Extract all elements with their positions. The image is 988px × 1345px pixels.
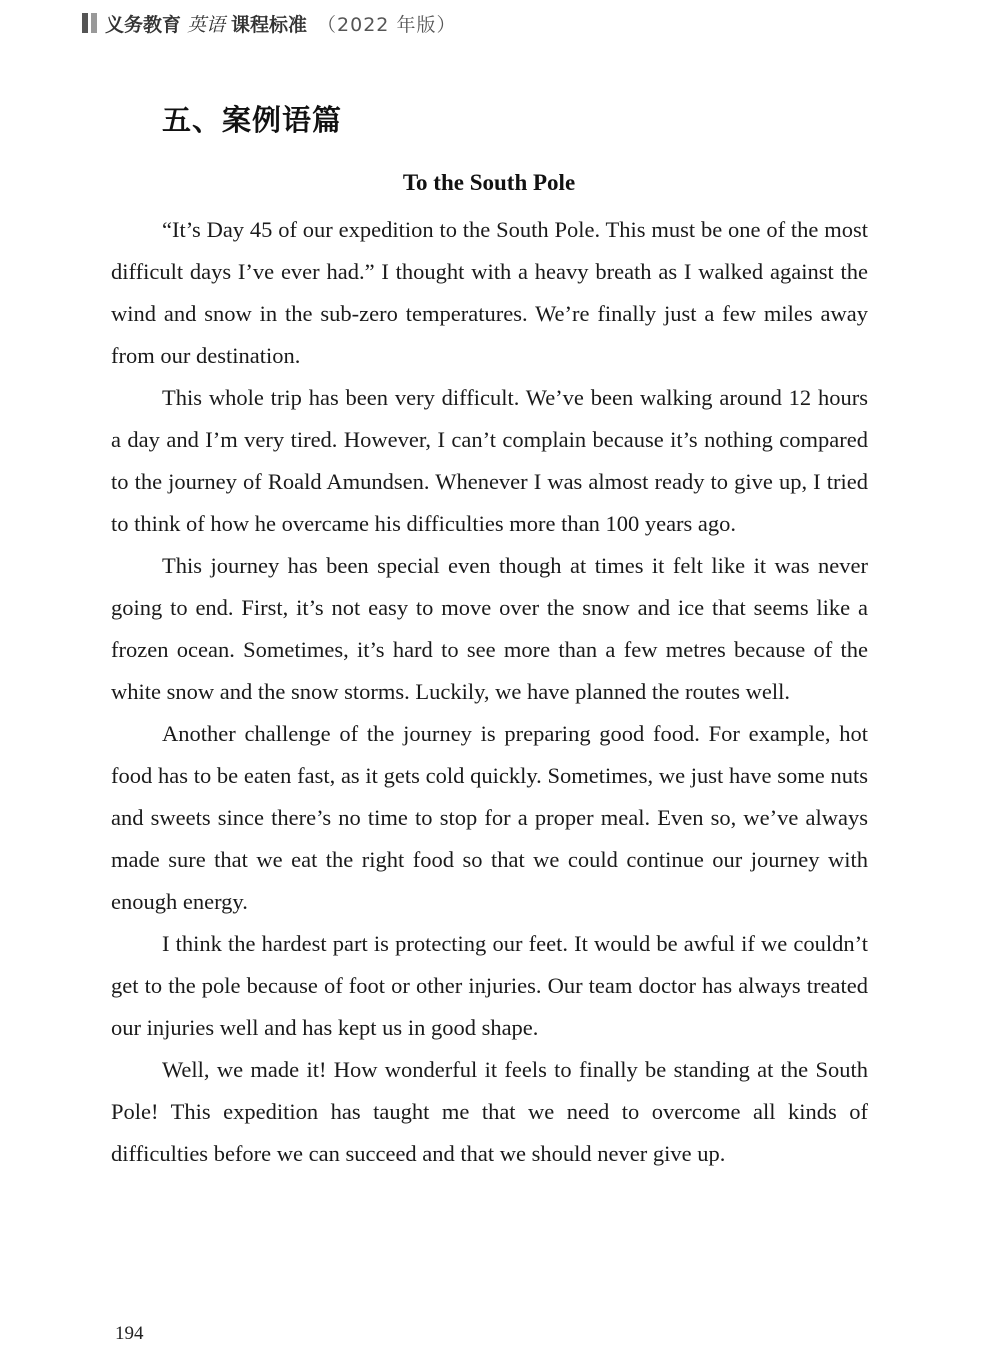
header-bar-mark	[82, 13, 97, 33]
article-paragraph-4: Another challenge of the journey is preparing good food. For example, hot food has to be eaten fast, as it gets cold quickly. Sometimes, we just have some nuts and sweets since there’s no time to stop for a proper meal. Even so, we’ve always made sure that we eat the right food so that we could continue our journey with enough energy.	[111, 721, 868, 914]
article-paragraph-5: I think the hardest part is protecting our feet. It would be awful if we couldn’t get to the pole because of foot or other injuries. Our team doctor has always treated our injuries well and has kept us in good shape.	[111, 931, 868, 1040]
article-paragraph-1: “It’s Day 45 of our expedition to the South Pole. This must be one of the most difficult days I’ve ever had.” I thought with a heavy breath as I walked against the wind and snow in the sub-zero temperatures. We’re finally just a few miles away from our destination.	[111, 217, 868, 368]
header-document: 课程标准	[231, 13, 308, 36]
article-title: To the South Pole	[402, 170, 576, 195]
running-header	[82, 10, 456, 36]
page-number: 194	[115, 1323, 144, 1344]
header-subject: 英语	[187, 13, 226, 36]
section-heading: 五、案例语篇	[162, 103, 343, 137]
header-series: 义务教育	[105, 13, 182, 36]
article-paragraph-6: Well, we made it! How wonderful it feels to finally be standing at the South Pole! This expedition has taught me that we need to overcome all kinds of difficulties before we can succeed and that we should never give up.	[111, 1057, 868, 1166]
header-edition: （2022 年版）	[317, 13, 457, 36]
article-paragraph-2: This whole trip has been very difficult. We’ve been walking around 12 hours a day and I’m very tired. However, I can’t complain because it’s nothing compared to the journey of Roald Amundsen. Whenever I was almost ready to give up, I tried to think of how he overcame his difficulties more than 100 years ago.	[111, 385, 868, 536]
article-body	[111, 209, 868, 1175]
article-paragraph-3: This journey has been special even though at times it felt like it was never going to end. First, it’s not easy to move over the snow and ice that seems like a frozen ocean. Sometimes, it’s hard to see more than a few metres because of the white snow and the snow storms. Luckily, we have planned the routes well.	[111, 553, 868, 704]
